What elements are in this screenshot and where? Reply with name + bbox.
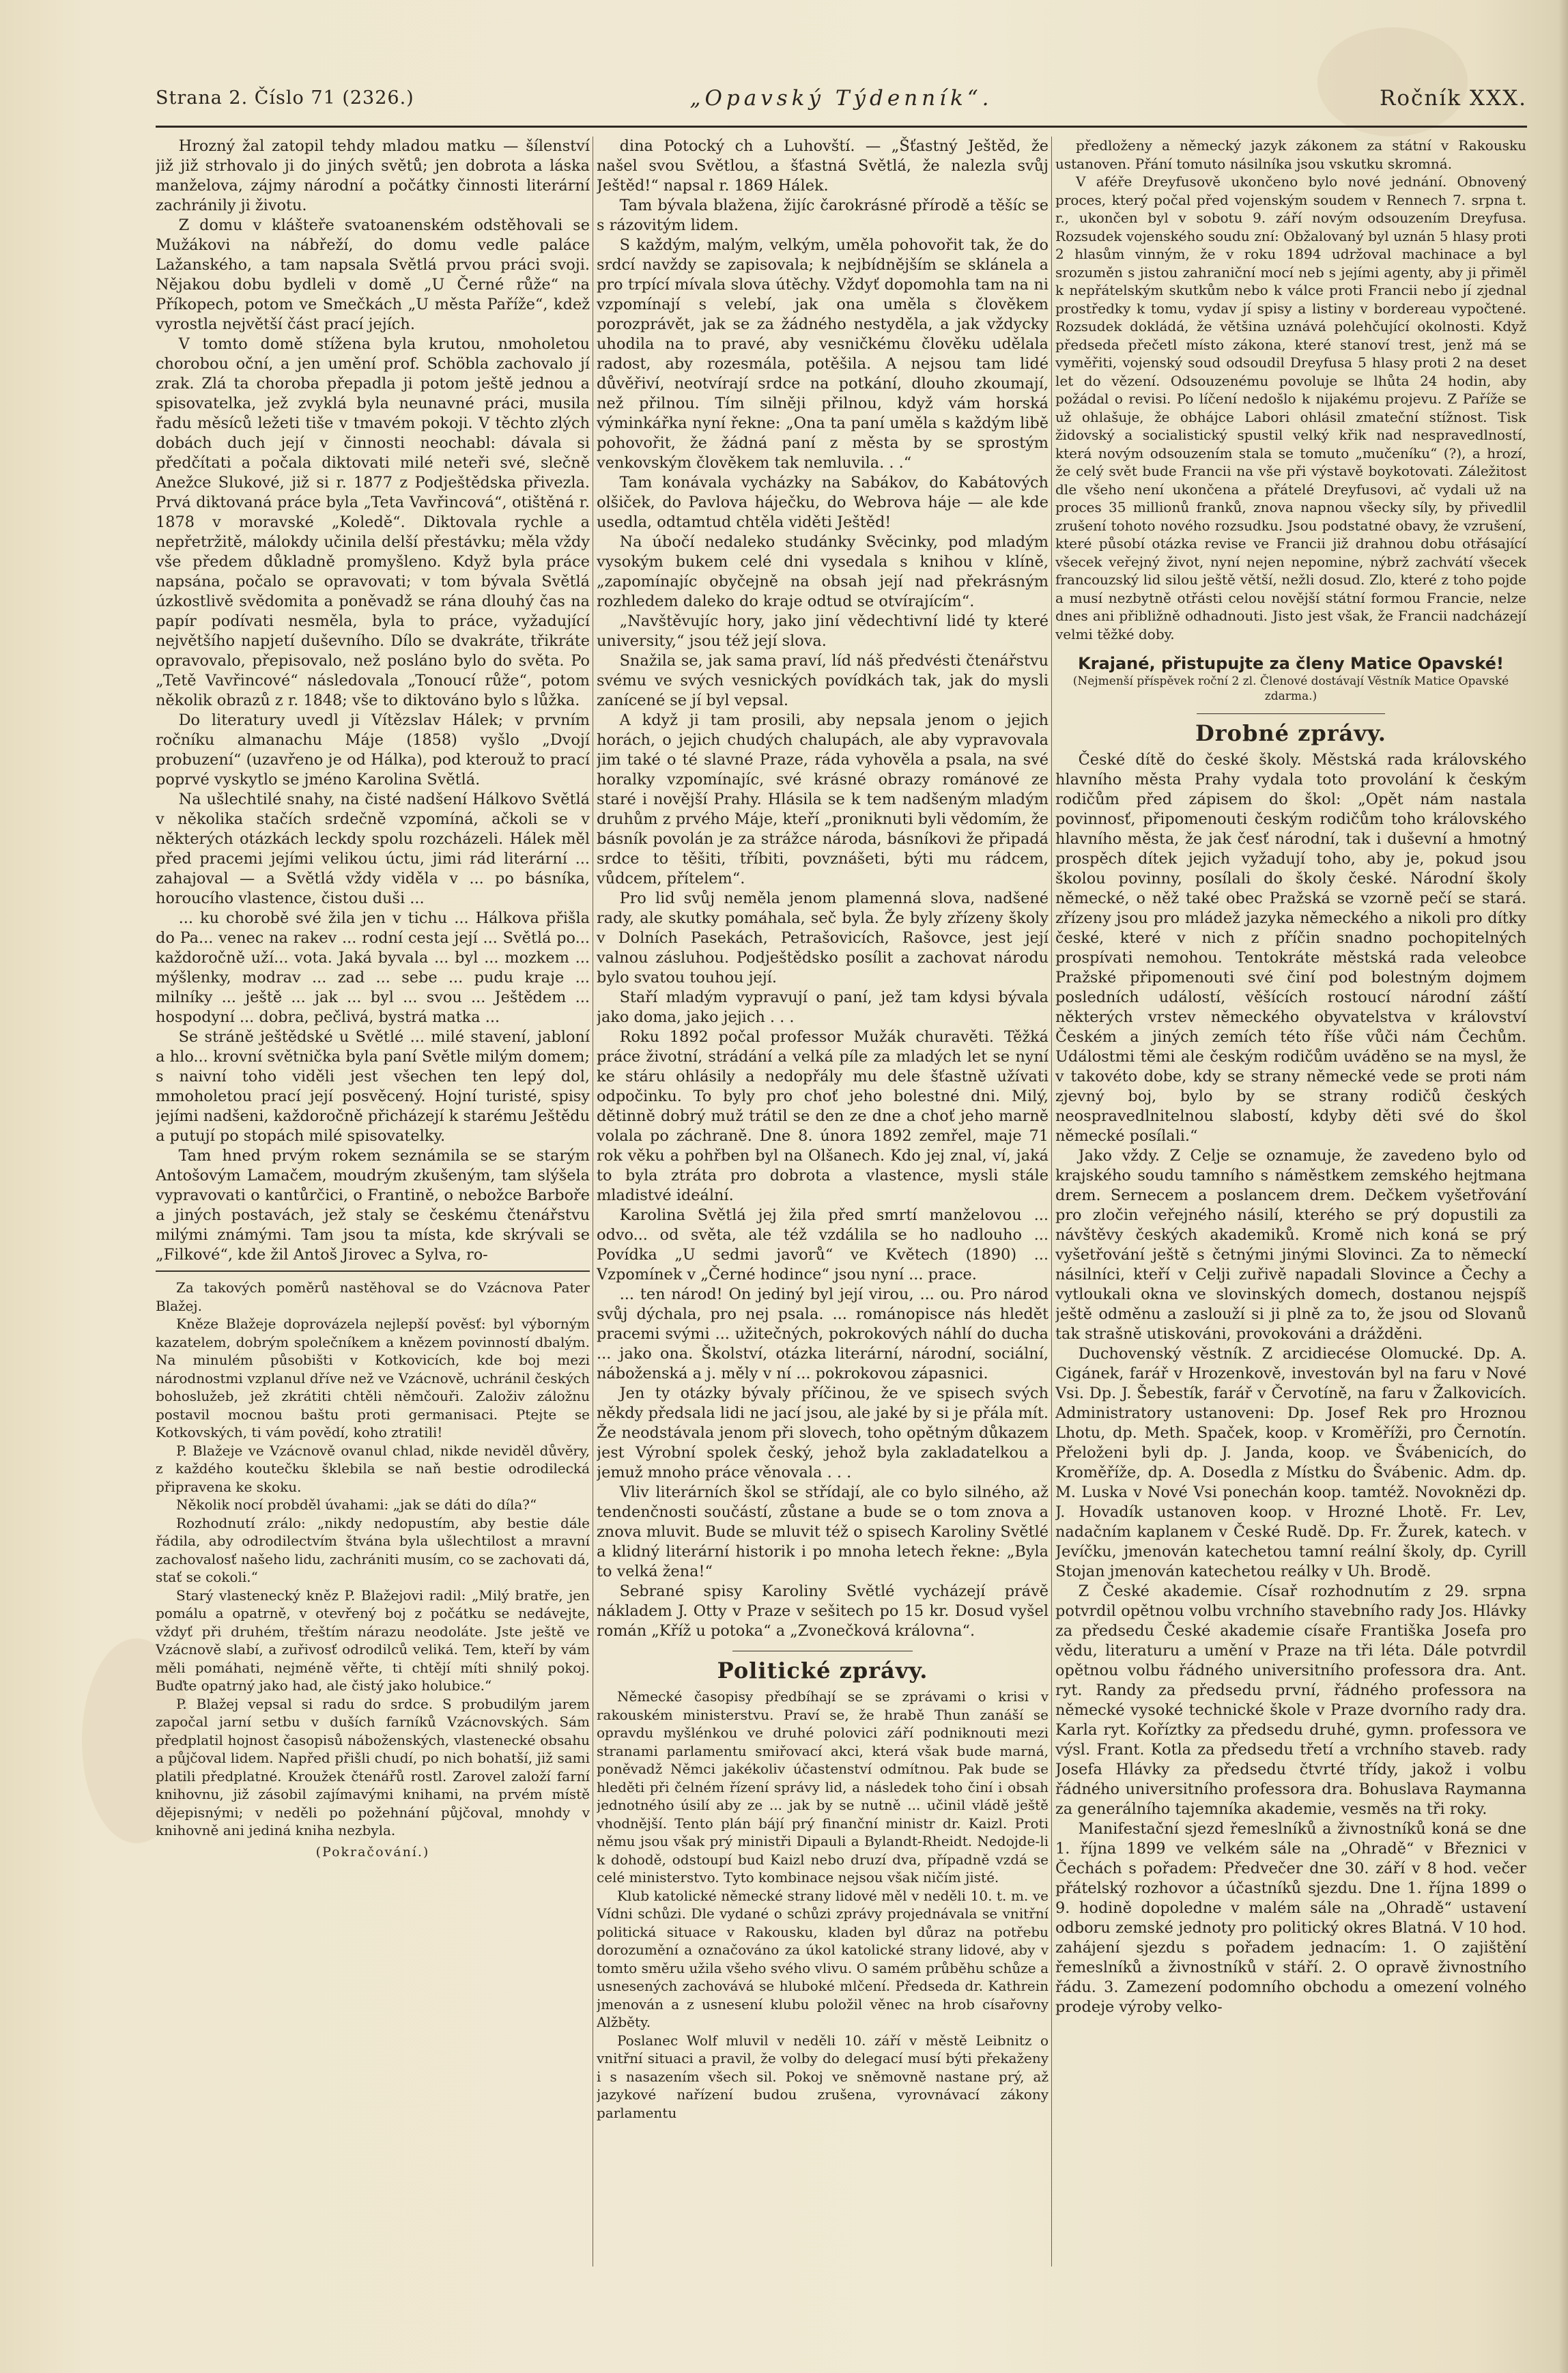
column-2 [597, 137, 1049, 2307]
matice-appeal-title: Krajané, přistupujte za členy Matice Opavské! [1078, 654, 1504, 673]
section-title: Drobné zprávy. [1195, 720, 1386, 746]
article-paragraph: ... ku chorobě své žila jen v tichu ... Hálkova přišla do Pa... venec na rakev ... rodní cesta její ... Světlá po... každoročně uží... vota. Jaká byvala ... byl ... mozkem ... mýšlenky, modrav ... zad ... sebe ... pudu kraje ... milníky ... ještě ... jak ... byl ... svou ... Ještědem ... hospodyní ... dobra, pečlivá, bystrá matka ... [156, 909, 590, 1026]
news-paragraph: Jako vždy. Z Celje se oznamuje, že zavedeno bylo od krajského soudu tamního s náměstkem zemského hejtmana drem. Sernecem a poslancem drem. Dečkem vyšetřování pro zločin veřejného násilí, kterého se prý dopustili za návštěvy českých akademiků. Kromě nich koná se prý vyšetřování ještě s četnými jinými Slovinci. Za to německí násilníci, kteří v Celji zuřivě napadali Slovince a Čechy a vytloukali okna ve slovinských domech, dostanou nejspíš ještě odměnu a zaslouží si ji plně za to, že jsou od Slovanů tak strašně utiskováni, provokováni a drážděni. [1055, 1147, 1526, 1343]
article-paragraph: dina Potocký ch a Luhovští. — „Šťastný Ještěd, že našel svou Světlou, a šťastná Světlá, že nalezla svůj Ještěd!“ napsal r. 1869 Hálek. [597, 137, 1049, 195]
feuilleton-paragraph: P. Blažeje ve Vzácnově ovanul chlad, nikde neviděl důvěry, z každého koutečku šklebila se naň bestie odrodilecká připravena ke skoku. [156, 1442, 590, 1495]
article-paragraph: Roku 1892 počal professor Mužák churavěti. Těžká práce životní, strádání a velká píle za mladých let se nyní ke stáru ohlásily a nedopřály mu dele šťastně užívati odpočinku. To byly pro choť jeho bolestné dni. Milý, dětinně dobrý muž trátil se den ze dne a choť jeho marně volala po záchraně. Dne 8. února 1892 zemřel, maje 71 rok věku a pohřben byl na Olšanech. Kdo jej znal, ví, jaká to byla ztráta pro dobrota a vlastence, mysli stále mladistvé ideální. [597, 1028, 1049, 1204]
page-edge-shadow [1558, 0, 1568, 2373]
feuilleton-paragraph: Starý vlastenecký kněz P. Blažejovi radil: „Milý bratře, jen pomálu a opatrně, v otevřený boj z počátku se nedávejte, vždyť při druhém, třeštím nárazu neodoláte. Jste ještě ve Vzácnově slabí, a zuřivosť odrodilců veliká. Tem, kteří by vám měli pomáhati, nejméně věřte, ti chtějí míti shnilý pokoj. Buďte opatrný jako had, ale čistý jako holubice.“ [156, 1587, 590, 1694]
column-divider [1051, 137, 1052, 2267]
feuilleton-paragraph: P. Blažej vepsal si radu do srdce. S probudilým jarem započal jarní setbu v duších farníků Vzácnovských. Sám předplatil hojnost časopisů náboženských, vlastenecké obsahu a půjčoval lidem. Napřed přišli chudí, po nich bohatší, již sami platili předplatné. Kroužek čtenářů rostl. Zarovel založí farní knihovnu, již zásobil zajímavými knihami, na prvém místě dějepisnými; v neděli po požehnání půjčoval, mnohdy v knihovně ani jediná kniha nezbyla. [156, 1695, 590, 1838]
feuilleton-paragraph: Rozhodnutí zrálo: „nikdy nedopustím, aby bestie dále řádila, aby odrodilectvím štvána byla ušlechtilost a mravní zachovalosť našeho lidu, zachrániti musím, co se zachovati dá, stať se cokoli.“ [156, 1514, 590, 1585]
article-paragraph: Tam konávala vycházky na Sabákov, do Kabátových olšiček, do Pavlova háječku, do Webrova háje — ale kde usedla, odtamtud chtěla viděti Ještěd! [597, 474, 1049, 531]
matice-appeal-text: (Nejmenší příspěvek roční 2 zl. Členové dostávají Věstník Matice Opavské zdarma.) [1072, 674, 1509, 703]
article-paragraph: Staří mladým vypravují o paní, jež tam kdysi bývala jako doma, jako jejich . . . [597, 989, 1049, 1026]
article-paragraph: A když ji tam prosili, aby nepsala jenom o jejich horách, o jejich chudých chalupách, ale aby vypravovala jim také o té slavné Praze, ráda vyhověla a psala, na své horalky vzpomínajíc, své krásné obrazy románové ze staré i novější Prahy. Hlásila se k tem nadšeným mladým druhům z prvého Máje, kteří „proniknuti byli vědomím, že básník povolán je za strážce národa, básníkovi že připadá srdce to těšiti, tříbiti, povznášeti, býti mu rádcem, vůdcem, přítelem“. [597, 711, 1049, 887]
news-paragraph: Z České akademie. Císař rozhodnutím z 29. srpna potvrdil opětnou volbu vrchního stavebního rady Jos. Hlávky za předsedu České akademie císaře Františka Josefa pro vědu, literaturu a umění v Praze na tři léta. Dále potvrdil opětnou volbu řádného universitního professora dra. Ant. ryt. Randy za předsedu první, řádného professora na německé vysoké technické škole v Praze dvorního rady dra. Karla ryt. Koříztky za předsedu druhé, gymn. professora ve výsl. Frant. Kotla za předsedu třetí a vrchního staveb. rady Josefa Hlávky za předsedu čtvrté třídy, jakož i volbu řádného universitního professora dra. Bohuslava Raymanna za generálního tajemníka akademie, vesměs na tři roky. [1055, 1582, 1526, 1818]
news-paragraph: České dítě do české školy. Městská rada královského hlavního města Prahy vydala toto provolání k českým rodičům před zápisem do škol: „Opět nám nastala povinnosť, připomenouti českým rodičům toho královského hlavního města, že jak česť národní, tak i duševní a hmotný prospěch dítek jejich vyžadují toho, aby je, pokud jsou školou povinny, posílali do školy české. Národní školy německé, o něž také obec Pražská se vzorně pečí se stará. zřízeny jsou pro mládež jazyka německého a nikoli pro dítky české, které v nich z příčin snadno pochopitelných prospívati nemohou. Tentokráte městská rada veleobce Pražské připomenouti své činí pod bolestným dojmem posledních událostí, věšících rostoucí národní záští některých vrstev německého obyvatelstva v království Českém a jiných zemích této říše vůči nám Čechům. Událostmi těmi ale českým rodičům uváděno se na mysl, že v takovéto dobe, kdy se strany německé vede se proti nám zjevný boj, bylo by se strany rodičů českých neospravedlnitelnou slabostí, kdyby děti své do škol německé posílali.“ [1055, 751, 1526, 1145]
article-paragraph: Jen ty otázky bývaly příčinou, že ve spisech svých někdy předsala lidi ne jací jsou, ale jaké by si je přála mít. Že neodstávala jenom při slovech, toho opětným důkazem jest Výrobní spolek český, jehož byla zakladatelkou a jemuž mnoho práce věnovala . . . [597, 1384, 1049, 1481]
feuilleton-paragraph: Kněze Blažeje doprovázela nejlepší pověsť: byl výborným kazatelem, dobrým společníkem a knězem povinností dbalým. Na minulém působišti v Kotkovicích, kde boj mezi národnostmi vzplanul dříve než ve Vzácnově, uchránil českých bohoslužeb, jež zkrátiti chtěli němčouři. Založiv záložnu postavil mocnou baštu proti germanisaci. Ptejte se Kotkovských, ti vám povědí, koho ztratili! [156, 1316, 590, 1440]
newspaper-title: „Opavský Týdenník“. [689, 86, 993, 111]
article-paragraph: V tomto domě stížena byla krutou, nmoholetou chorobou oční, a jen umění prof. Schöbla zachovalo jí zrak. Zlá ta choroba přepadla ji potom ještě jednou a spisovatelka, jež zvyklá byla neunavné práci, musila řadu měsíců ležeti tiše v tmavém pokoji. V těchto zlých dobách duch její v činnosti neochabl: dávala si předčítati a počala diktovati milé neteři své, slečně Anežce Slukové, již si r. 1877 z Podještědska přivezla. Prvá diktovaná práce byla „Teta Vavřincová“, otištěná r. 1878 v moravské „Koledě“. Diktovala rychle a nepřetržitě, málokdy učinila delší přestávku; měla vždy vše předem důkladně promyšleno. Když byla práce napsána, počalo se opravovati; v tom bývala Světlá úzkostlivě svědomita a poněvadž se rána dlouhý čas na papír podívati nesměla, byla to práce, vyžadující největšího napjetí duševního. Dílo se dvakráte, třikráte opravovalo, přepisovalo, než posláno bylo do světa. Po „Tetě Vavřincové“ následovala „Tonoucí růže“, potom několik obrazů z r. 1848; vše to diktováno bylo s lůžka. [156, 335, 590, 709]
continuation-note: (Pokračování.) [315, 1844, 430, 1860]
column-3 [1055, 137, 1526, 2307]
article-paragraph: Tam bývala blažena, žijíc čarokrásné přírodě a těšíc se s rázovitým lidem. [597, 197, 1049, 234]
feuilleton-paragraph: Za takových poměrů nastěhoval se do Vzácnova Pater Blažej. [156, 1279, 590, 1314]
article-paragraph: S každým, malým, velkým, uměla pohovořit tak, že do srdcí navždy se zapisovala; k nejbídnějším se sklánela a pro trpící mívala slova útěchy. Vždyť dopomohla tam na ni vzpomínají s velebí, jak ona uměla s člověkem porozprávět, jak se za žádného nestyděla, a jak vždycky uhodila na to pravé, aby vesničkému člověku udělala radost, aby rozesmála, potěšila. A nejsou tam lidé důvěřiví, neotvírají srdce na potkání, dlouho zkoumají, než přilnou. Tím silněji přilnou, když vám horská výminkářka nyní řekne: „Ona ta paní uměla s každým libě pohovořit, že žádná paní z města by se sprostým venkovským člověkem tak nemluvila. . .“ [597, 236, 1049, 472]
news-paragraph: předloženy a německý jazyk zákonem za státní v Rakousku ustanoven. Přání tomuto násilníka jsou vskutku skromná. [1055, 137, 1526, 172]
article-paragraph: ... ten národ! On jediný byl její virou, ... ou. Pro národ svůj dýchala, pro nej psala. ... románopisce nás hledět pracemi svými ... užitečných, pokrokových náhlí do ducha ... jako ona. Školství, otázka literární, národní, sociální, náboženská a j. měly v ní ... pokrokovou zápasnici. [597, 1285, 1049, 1382]
news-paragraph: Klub katolické německé strany lidové měl v neděli 10. t. m. ve Vídni schůzi. Dle vydané o schůzi zprávy projednávala se vnitřní politická situace v Rakousku, kladen byl důraz na potřebu dorozumění a označováno za úkol katolické strany lidové, aby v tomto směru užila všeho svého vlivu. O samém průběhu schůze a usnesených zachovává se hluboké mlčení. Předseda dr. Kathrein jmenován a z usnesení klubu položil věnec na hrob císařovny Alžběty. [597, 1887, 1049, 2030]
article-paragraph: Se stráně ještědské u Světlé ... milé stavení, jabloní a hlo... krovní světnička byla paní Světle milým domem; s naivní toho viděli jest všechen ten lepý dol, mmoholetou prací její posvěcený. Hojní turisté, spisy jejími nadšeni, každoročně přicházejí k starému Ještědu a putují po stopách milé spisovatelky. [156, 1028, 590, 1145]
article-paragraph: „Navštěvujíc hory, jako jiní vědechtivní lidé ty které university,“ jsou též její slova. [597, 612, 1049, 650]
article-paragraph: Vliv literárních škol se střídají, ale co bylo silného, až tendenčnosti součástí, zůstane a bude se o tom znova a znova mluvit. Bude se mluvit též o spisech Karoliny Světlé a klidný literární historik i po mnoha letech řekne: „Byla to velká žena!“ [597, 1483, 1049, 1580]
page-number-issue: Strana 2. Číslo 71 (2326.) [156, 87, 414, 109]
article-paragraph: Tam hned prvým rokem seznámila se se starým Antošovým Lamačem, moudrým zkušeným, tam slýšela vypravovati o kantůrčici, o Frantině, o nebožce Barboře a jiných postavách, jež staly se českému čtenářstvu milými známými. Tam jsou ta místa, kde skrývali se „Filkové“, kde žil Antoš Jirovec a Sylva, ro- [156, 1147, 590, 1264]
news-paragraph: Manifestační sjezd řemeslníků a živnostníků koná se dne 1. října 1899 ve velkém sále na „Ohradě“ v Březnici v Čechách s pořadem: Předvečer dne 30. září v 8 hod. večer přátelský rozhovor a účastníků sjezdu. Dne 1. října 1899 o 9. hodině dopoledne v malém sále na „Ohradě“ ustavení odboru zemské jednoty pro politický okres Blatná. V 10 hod. zahájení sjezdu s pořadem jednacím: 1. O zajištění řemeslníků a živnostníků v stáří. 2. O opravě živnostního řádu. 3. Zamezení podomního obchodu a omezení volného prodeje výroby velko- [1055, 1820, 1526, 2016]
section-divider [156, 1270, 590, 1272]
page-header [156, 85, 1527, 128]
news-paragraph: Duchovenský věstník. Z arcidiecése Olomucké. Dp. A. Cigánek, farář v Hrozenkově, investován byl na faru v Nové Vsi. Dp. J. Šebestík, farář v Červotíně, na faru v Žalkovicích. Administratory ustanoveni: Dp. Josef Rek pro Hroznou Lhotu, dp. Meth. Spaček, koop. v Kroměříži, pro Černotín. Přeloženi byli dp. J. Janda, koop. ve Švábenicích, do Kroměříže, dp. A. Dosedla z Místku do Švábenic. Adm. dp. M. Luska v Nové Vsi ponechán koop. tamtéž. Novoknězi dp. J. Hovadík ustanoven koop. v Hrozné Lhotě. Fr. Lev, nadačním kaplanem v České Rudě. Dp. Fr. Žurek, katech. v Jevíčku, jmenován katechetou tamní reální školy, dp. Cyrill Stojan jmenován katechetou reálky v Uh. Brodě. [1055, 1345, 1526, 1580]
article-paragraph: Snažila se, jak sama praví, líd náš předvésti čtenářstvu svému ve svých vesnických povídkách tak, jak do mysli zanícené se jí byl vepsal. [597, 652, 1049, 709]
article-paragraph: Z domu v klášteře svatoanenském odstěhovali se Mužákovi na nábřeží, do domu vedle paláce Lažanského, a tam napsala Světlá prvou práci svoji. Nějakou dobu bydleli v domě „U Černé růže“ na Příkopech, potom ve Smečkách „U města Paříže“, kdež vyrostla největší část prací jejích. [156, 216, 590, 333]
news-paragraph: V aféře Dreyfusově ukončeno bylo nové jednání. Obnovený proces, který počal před vojenským soudem v Rennech 7. srpna t. r., ukončen byl v sobotu 9. září novým odsouzením Dreyfusa. Rozsudek vojenského soudu zní: Obžalovaný byl uznán 5 hlasy proti 2 hlasům vinným, že v roku 1894 udržoval machinace a byl srozuměn s jistou zahraniční mocí neb s jejími agenty, aby ji přiměl k nepřátelským skutkům nebo k válce proti Francii nebo jí zjednal prostředky k tomu, vydav jí spisy a listiny v bordereau vypočtené. Rozsudek dokládá, že většina uznává polehčující okolnosti. Když předseda přečetl místo zákona, které stanoví trest, jenž má se vyměřiti, vojenský soud odsoudil Dreyfusa 5 hlasy proti 2 na deset let do vězení. Odsouzenému povoluje se lhůta 24 hodin, aby požádal o revisi. Po líčení nedošlo k nijakému projevu. Z Paříže se už ohlašuje, že obhájce Labori ohlásil zmateční stížnost. Tisk židovský a socialistický spustil velký křik nad nespravedlností, která novým odsouzením stala se tomuto „mučeníku“ (?), a hrozí, že celý svět bude Francii na vše při výstavě boykotovati. Záležitost dle všeho není ukončena a přátelé Dreyfusovi, ač vydali už na proces 35 millionů franků, znova napnou všecky síly, by přivedlil zrušení tohoto nového rozsudku. Jsou podstatné obavy, že vzrušení, které působí otázka revise ve Francii již drahnou dobu otřásající všecek veřejný život, nyní nejen nepomine, nýbrž zachvátí všecek francouzský lid silou ještě větší, nežli dosud. Zlo, které z toho pojde a musí nezbytně otřásti celou novější státní formou Francie, nelze dnes ani přibližně odhadnouti. Jisto jest však, že Francii nadcházejí velmi těžké doby. [1055, 173, 1526, 642]
volume-label: Ročník XXX. [1380, 86, 1527, 111]
column-1 [156, 137, 590, 2307]
article-paragraph: Pro lid svůj neměla jenom plamenná slova, nadšené rady, ale skutky pomáhala, seč byla. Že byly zřízeny školy v Dolních Pasekách, Petrašovicích, Rašovce, jest její valnou zásluhou. Podještědsko posílit a zachovat národu bylo svatou touhou její. [597, 890, 1049, 986]
article-paragraph: Na úbočí nedaleko studánky Svěcinky, pod mladým vysokým bukem celé dni vysedala s knihou v klíně, „zapomínajíc obyčejně na obsah její nad překrásným rozhledem daleko do kraje odtud se otvírajícím“. [597, 533, 1049, 610]
article-paragraph: Do literatury uvedl ji Vítězslav Hálek; v prvním ročníku almanachu Máje (1858) vyšlo „Dvojí probuzení“ (uzavřeno je od Hálka), pod kterouž to prací poprvé vyskytlo se jméno Karolina Světlá. [156, 711, 590, 788]
article-paragraph: Sebrané spisy Karoliny Světlé vycházejí právě nákladem J. Otty v Praze v sešitech po 15 kr. Dosud vyšel román „Kříž u potoka“ a „Zvonečková královna“. [597, 1582, 1049, 1640]
news-paragraph: Poslanec Wolf mluvil v neděli 10. září v městě Leibnitz o vnitřní situaci a pravil, že volby do delegací musí býti překaženy i s nasazením všech sil. Pokoj ve sněmovně nastane prý, až jazykové nařízení budou zrušena, vyrovnávací zákony parlamentu [597, 2032, 1049, 2121]
article-paragraph: Na ušlechtilé snahy, na čisté nadšení Hálkovo Světlá v několika stačích srdečně vzpomíná, ačkoli se v některých otázkách leckdy spolu rozcházeli. Hálek měl před pracemi jejími velikou úctu, jimi rád literární ... zahajoval — a Světlá vždy viděla v ... po básníka, horoucího vlastence, čistou duši ... [156, 791, 590, 907]
article-paragraph: Karolina Světlá jej žila před smrtí manželovou ... odvo... od světa, ale též vzdálila se ho nadlouho ... Povídka „U sedmi javorů“ ve Květech (1890) ... Vzpomínek v „Černé hodince“ jsou nyní ... prace. [597, 1206, 1049, 1283]
feuilleton-paragraph: Několik nocí probděl úvahami: „jak se dáti do díla?“ [176, 1496, 537, 1513]
section-divider [1197, 713, 1385, 714]
news-paragraph: Německé časopisy předbíhají se se zprávami o krisi v rakouském ministerstvu. Praví se, že hrabě Thun zanáší se opravdu myšlénkou ve druhé polovici září podniknouti mezi stranami parlamentu smiřovací akci, která však bude marná, poněvadž Němci jakékoliv účastenství odmítnou. Pak bude se hleděti při čelném řízení správy lid, a následek toho činí i obsah jednotného úsilí aby ze ... jak by se nutně ... učinil vládě ještě vhodnější. Tento plán bájí prý finanční ministr dr. Kaizl. Proti němu jsou však prý ministři Dipauli a Bylandt-Rheidt. Nedojde-li k dohodě, odstoupí bud Kaizl nebo druzí dva, případně vzdá se celé ministerstvo. Tyto kombinace nejsou však ničím jisté. [597, 1688, 1049, 1886]
article-paragraph: Hrozný žal zatopil tehdy mladou matku — šílenství již již strhovalo ji do jiných světů; jen dobrota a láska manželova, zájmy národní a počátky činnosti literární zachránily ji životu. [156, 137, 590, 214]
section-title: Politické zprávy. [717, 1658, 928, 1683]
